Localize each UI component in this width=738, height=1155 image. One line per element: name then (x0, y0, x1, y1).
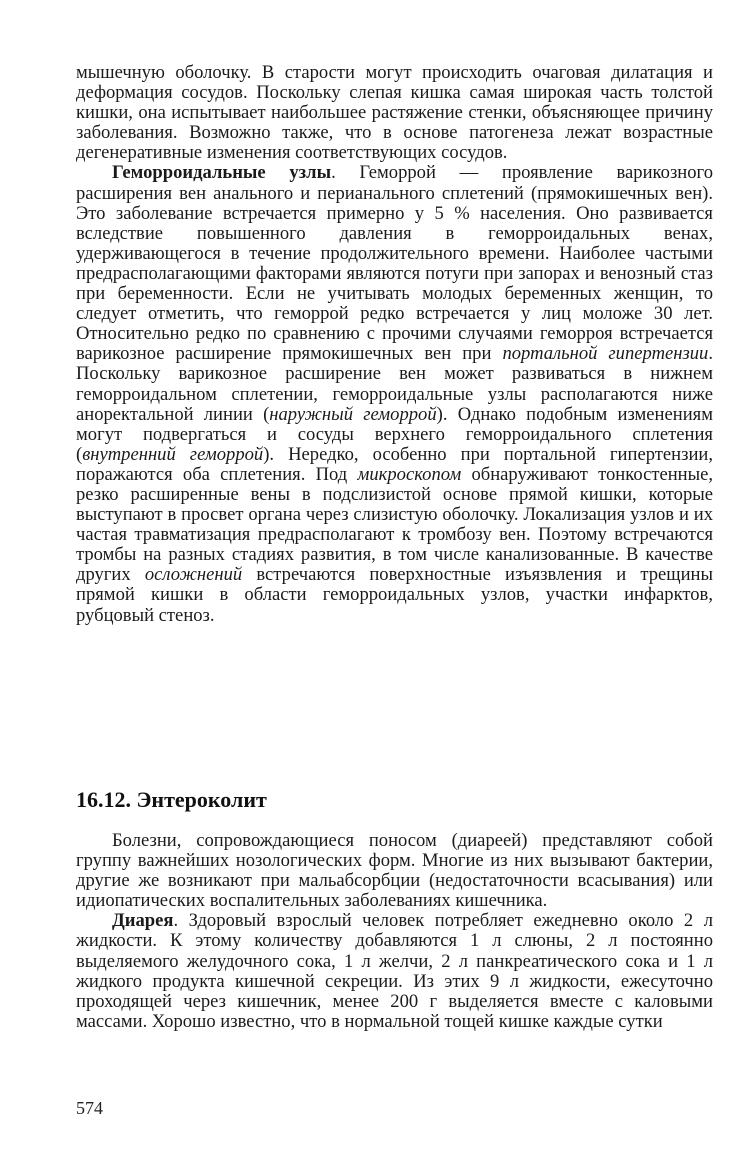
bold-term: Геморроидальные узлы (112, 162, 332, 184)
italic-term: портальной гипертензии (502, 343, 709, 365)
paragraph-diseases (76, 831, 713, 911)
italic-term: внутренний геморрой (82, 443, 264, 465)
italic-term: наружный геморрой (269, 403, 437, 425)
text-run: . Здоровый взрослый человек потребляет ежедневно около 2 л жидкости. К этому количеству добавляются 1 л слюны, 2 л постоянно выделяемого желудочного сока, 1 л желчи, 2 л панкреатического сока и 1 л жидкого продукта кишечной секреции. Из этих 9 л жидкости, ежесуточно проходящей через кишечник, менее 200 г выделяется вместе с каловыми массами. Хорошо известно, что в нормальной тощей кишке каждые сутки (76, 910, 713, 1032)
body-text-bottom (76, 831, 713, 1032)
text-run: встречаются поверхностные изъязвления и трещины прямой кишки в области геморроидальных узлов, участки инфарктов, рубцовый стеноз. (76, 564, 713, 626)
section-heading: 16.12. Энтероколит (76, 787, 267, 812)
body-text-top (76, 63, 713, 626)
text-run: . Поскольку варикозное расширение вен может развиваться в нижнем геморроидальном сплетении, геморроидальные узлы располагаются ниже аноректальной линии ( (76, 343, 713, 425)
paragraph-hemorrhoids (76, 163, 713, 625)
italic-term: микроскопом (357, 463, 462, 485)
text-run: . Геморрой — проявление варикозного расширения вен анального и перианального сплетений (прямокишечных вен). Это заболевание встречается примерно у 5 % населения. Оно развивается вследствие повышенного давления в геморроидальных венах, удерживающегося в течение продолжительного времени. Наиболее частыми предрасполагающими факторами являются потуги при запорах и венозный стаз при беременности. Если не учитывать молодых беременных женщин, то следует отметить, что геморрой редко встречается у лиц моложе 30 лет. Относительно редко по сравнению с прочими случаями геморроя встречается варикозное расширение прямокишечных вен при (76, 162, 713, 365)
text-run: ). Однако подобным изменениям могут подвергаться и сосуды верхнего геморроидального сплетения ( (76, 403, 713, 465)
paragraph-diarrhea (76, 911, 713, 1032)
page-number: 574 (76, 1098, 103, 1118)
paragraph-1 (76, 63, 713, 163)
text-run: мышечную оболочку. В старости могут происходить очаговая дилатация и деформация сосудов. Поскольку слепая кишка самая широкая часть толстой кишки, она испытывает наибольшее растяжение стенки, объясняющее причину заболевания. Возможно также, что в основе патогенеза лежат возрастные дегенеративные изменения соответствующих сосудов. (76, 62, 713, 164)
bold-term: Диарея (112, 910, 174, 932)
text-run: Болезни, сопровождающиеся поносом (диареей) представляют собой группу важнейших нозологических форм. Многие из них вызывают бактерии, другие же возникают при мальабсорбции (недостаточности всасывания) или идиопатических воспалительных заболеваниях кишечника. (76, 830, 713, 912)
italic-term: осложнений (144, 564, 243, 586)
text-run: обнаруживают тонкостенные, резко расширенные вены в подслизистой основе прямой кишки, которые выступают в просвет органа через слизистую оболочку. Локализация узлов и их частая травматизация предрасполагают к тромбозу вен. Поэтому встречаются тромбы на разных стадиях развития, в том числе канализованные. В качестве других (76, 463, 714, 586)
text-run: ). Нередко, особенно при портальной гипертензии, поражаются оба сплетения. Под (76, 443, 713, 485)
